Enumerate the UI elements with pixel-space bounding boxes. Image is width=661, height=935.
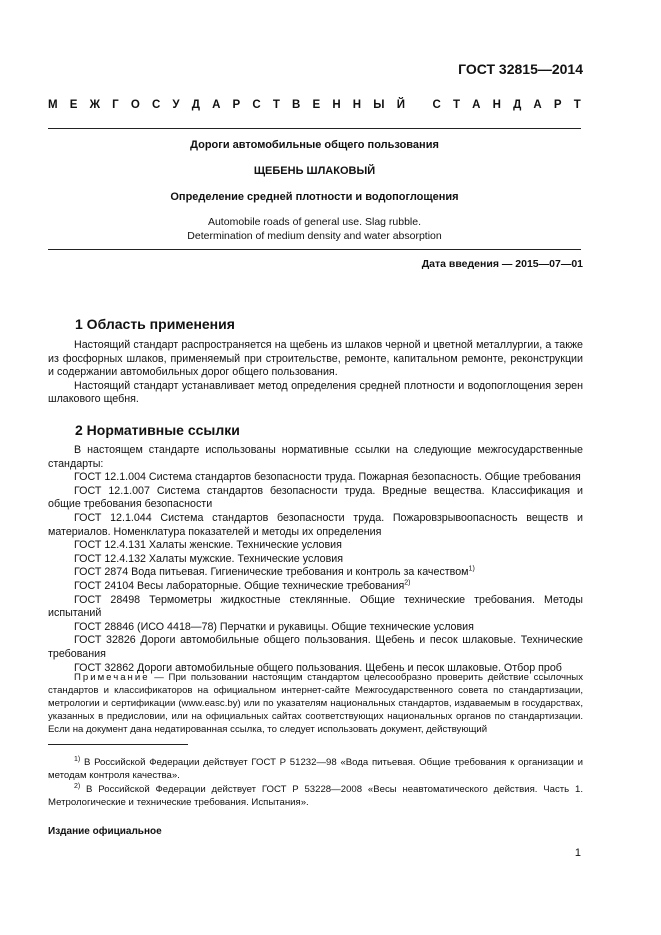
banner-letter: Т	[573, 99, 581, 111]
footnote-text: В Российской Федерации действует ГОСТ Р 51232—98 «Вода питьевая. Общие требования к организации и методам контроля качества».	[48, 757, 583, 781]
paragraph: Настоящий стандарт распространяется на щебень из шлаков черной и цветной металлургии, а также из фосфорных шлаков, применяемый при строительстве, ремонте, капитальном ремонте, реконструкции и содержании автомобильных дорог общего пользования.	[48, 339, 583, 379]
reference-item: ГОСТ 12.1.004 Система стандартов безопасности труда. Пожарная безопасность. Общие требования	[74, 471, 581, 484]
banner-letter: С	[151, 99, 161, 111]
banner-letter: С	[432, 99, 441, 111]
introduction-date: Дата введения — 2015—07—01	[421, 258, 583, 270]
banner-letter: Е	[69, 99, 78, 111]
title-scope: Дороги автомобильные общего пользования	[190, 139, 439, 151]
banner-letter: Н	[352, 99, 362, 111]
section-heading-scope: 1 Область применения	[75, 316, 235, 332]
footnote-paragraph	[48, 783, 583, 809]
footnote-paragraph	[48, 756, 583, 782]
title-rule	[48, 249, 581, 250]
banner-letter: Д	[513, 99, 522, 111]
banner-letter: Ы	[373, 99, 385, 111]
reference-item: ГОСТ 12.4.131 Халаты женские. Технические условия	[74, 539, 342, 552]
banner-letter: Г	[112, 99, 119, 111]
edition-label: Издание официальное	[48, 826, 162, 837]
banner-letter: С	[252, 99, 261, 111]
footnote-separator	[48, 744, 188, 745]
banner-letter: В	[292, 99, 301, 111]
banner-letter: Р	[232, 99, 241, 111]
banner-letter: Т	[452, 99, 460, 111]
title-main: ЩЕБЕНЬ ШЛАКОВЫЙ	[253, 165, 376, 177]
note-block	[48, 671, 583, 736]
standard-code: ГОСТ 32815—2014	[458, 61, 583, 77]
banner-letter: У	[172, 99, 180, 111]
footnote-mark[interactable]: 1)	[468, 565, 475, 573]
page-number: 1	[574, 847, 581, 859]
banner-letter: Н	[492, 99, 501, 111]
note-text: — При пользовании настоящим стандартом целесообразно проверить действие ссылочных стандартов и классификаторов на официальном интернет-сайте Межгосударственного совета по стандартизации, метрологии и сертификации (www.easc.by) или по указателям национальных стандартов, издаваемым в государствах, указанных в предисловии, или на официальных сайтах соответствующих национальных органов по стандартизации. Если на документ дана недатированная ссылка, то следует использовать документ, действующий	[48, 672, 583, 735]
reference-item	[48, 566, 583, 580]
banner-letter: Ж	[89, 99, 100, 111]
reference-item: ГОСТ 32826 Дороги автомобильные общего пользования. Щебень и песок шлаковые. Технические требования	[48, 634, 583, 660]
banner-letter: Д	[191, 99, 200, 111]
section-heading-references: 2 Нормативные ссылки	[75, 422, 240, 438]
english-title-line: Determination of medium density and water absorption	[187, 230, 442, 242]
header-rule	[48, 128, 581, 129]
reference-item: ГОСТ 12.1.007 Система стандартов безопасности труда. Вредные вещества. Классификация и общие требования безопасности	[48, 484, 583, 511]
paragraph: Настоящий стандарт устанавливает метод определения средней плотности и водопоглощения зерен шлакового щебня.	[48, 379, 583, 406]
reference-item: ГОСТ 12.4.132 Халаты мужские. Технические условия	[74, 552, 344, 565]
english-title-line: Automobile roads of general use. Slag rubble.	[207, 216, 422, 228]
section-references-body	[48, 444, 583, 675]
banner-letter: А	[472, 99, 481, 111]
banner-letter: Е	[312, 99, 321, 111]
reference-text: ГОСТ 24104 Весы лабораторные. Общие технические требования	[74, 579, 405, 592]
banner-letter: Р	[553, 99, 562, 111]
footnote-2	[48, 783, 583, 809]
banner-letter: М	[48, 99, 58, 111]
footnote-mark: 1)	[74, 755, 81, 763]
banner-letter: А	[533, 99, 542, 111]
paragraph: В настоящем стандарте использованы нормативные ссылки на следующие межгосударственные стандарты:	[48, 444, 583, 470]
english-title	[48, 215, 581, 243]
reference-item: ГОСТ 28846 (ИСО 4418—78) Перчатки и рукавицы. Общие технические условия	[74, 620, 474, 633]
banner-gap	[417, 99, 420, 111]
banner-letter: О	[130, 99, 140, 111]
footnote-mark[interactable]: 2)	[404, 579, 411, 587]
banner-letter: Н	[332, 99, 341, 111]
banner-letter: А	[212, 99, 221, 111]
reference-item: ГОСТ 32862 Дороги автомобильные общего пользования. Щебень и песок шлаковые. Отбор проб	[74, 661, 562, 674]
note-label: Примечание	[74, 672, 150, 683]
banner-letter: Й	[396, 99, 405, 111]
title-subject: Определение средней плотности и водопоглощения	[170, 191, 459, 203]
section-scope-body	[48, 339, 583, 407]
banner-letter: Т	[272, 99, 280, 111]
reference-item: ГОСТ 12.1.044 Система стандартов безопасности труда. Пожаровзрывоопасность веществ и материалов. Номенклатура показателей и методы их определения	[48, 511, 583, 538]
reference-text: ГОСТ 2874 Вода питьевая. Гигиенические требования и контроль за качеством	[74, 566, 469, 579]
reference-item	[48, 580, 583, 594]
footnote-text: В Российской Федерации действует ГОСТ Р 53228—2008 «Весы неавтоматического действия. Часть 1. Метрологические и технические требования. Испытания».	[48, 784, 583, 808]
interstate-standard-banner	[48, 99, 581, 111]
footnote-mark: 2)	[74, 782, 81, 790]
footnote-1	[48, 756, 583, 782]
reference-item: ГОСТ 28498 Термометры жидкостные стеклянные. Общие технические требования. Методы испытаний	[48, 593, 583, 620]
note-paragraph	[48, 671, 583, 736]
